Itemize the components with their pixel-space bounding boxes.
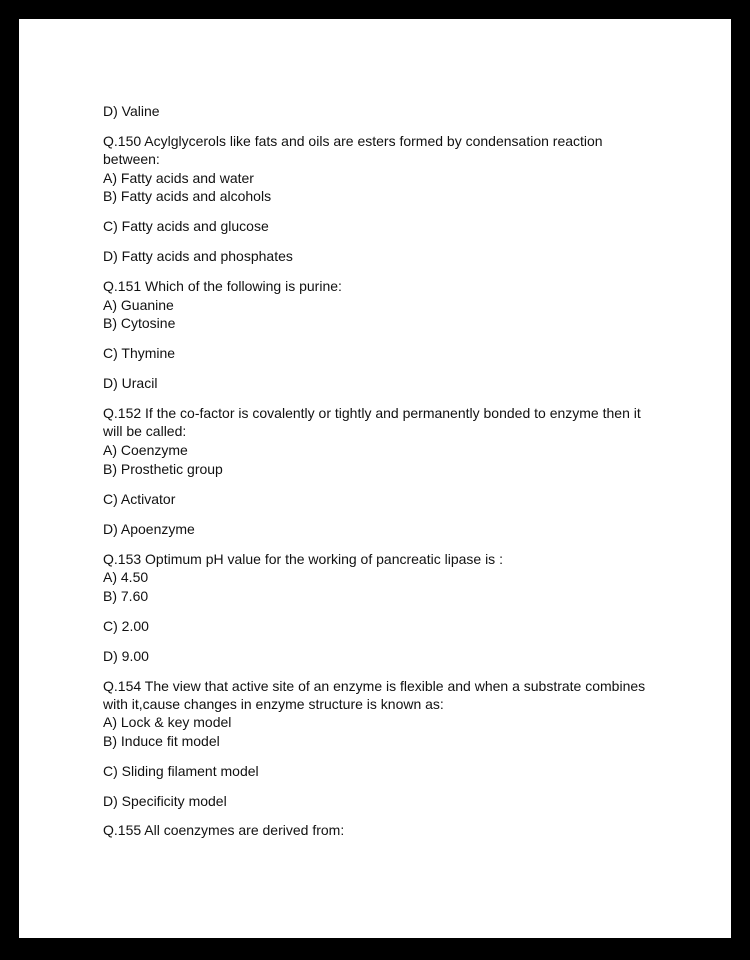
option-text: D) Valine [103, 103, 160, 119]
question-152-cont: will be called: [103, 423, 187, 439]
question-153: Q.153 Optimum pH value for the working of pancreatic lipase is : [103, 551, 503, 567]
option-d: D) Uracil [103, 375, 158, 391]
option-a: A) Lock & key model [103, 714, 232, 730]
option-a: A) Fatty acids and water [103, 170, 254, 186]
option-d: D) Fatty acids and phosphates [103, 248, 293, 264]
question-150: Q.150 Acylglycerols like fats and oils are esters formed by condensation reaction [103, 133, 603, 149]
option-d: D) Specificity model [103, 793, 227, 809]
option-d: D) Apoenzyme [103, 521, 195, 537]
question-154: Q.154 The view that active site of an enzyme is flexible and when a substrate combines [103, 678, 646, 694]
option-d: D) 9.00 [103, 648, 149, 664]
question-150-cont: between: [103, 151, 160, 167]
option-c: C) Activator [103, 491, 176, 507]
question-151: Q.151 Which of the following is purine: [103, 278, 342, 294]
option-b: B) Cytosine [103, 315, 176, 331]
option-b: B) Fatty acids and alcohols [103, 188, 272, 204]
option-a: A) 4.50 [103, 569, 149, 585]
option-a: A) Coenzyme [103, 442, 188, 458]
option-b: B) 7.60 [103, 588, 149, 604]
option-c: C) 2.00 [103, 618, 149, 634]
question-154-cont: with it,cause changes in enzyme structure is known as: [103, 696, 444, 712]
question-155: Q.155 All coenzymes are derived from: [103, 822, 345, 838]
option-b: B) Induce fit model [103, 733, 220, 749]
question-152: Q.152 If the co-factor is covalently or tightly and permanently bonded to enzyme then it [103, 405, 641, 421]
option-c: C) Fatty acids and glucose [103, 218, 269, 234]
option-b: B) Prosthetic group [103, 461, 223, 477]
option-a: A) Guanine [103, 297, 174, 313]
option-c: C) Sliding filament model [103, 763, 259, 779]
option-c: C) Thymine [103, 345, 176, 361]
